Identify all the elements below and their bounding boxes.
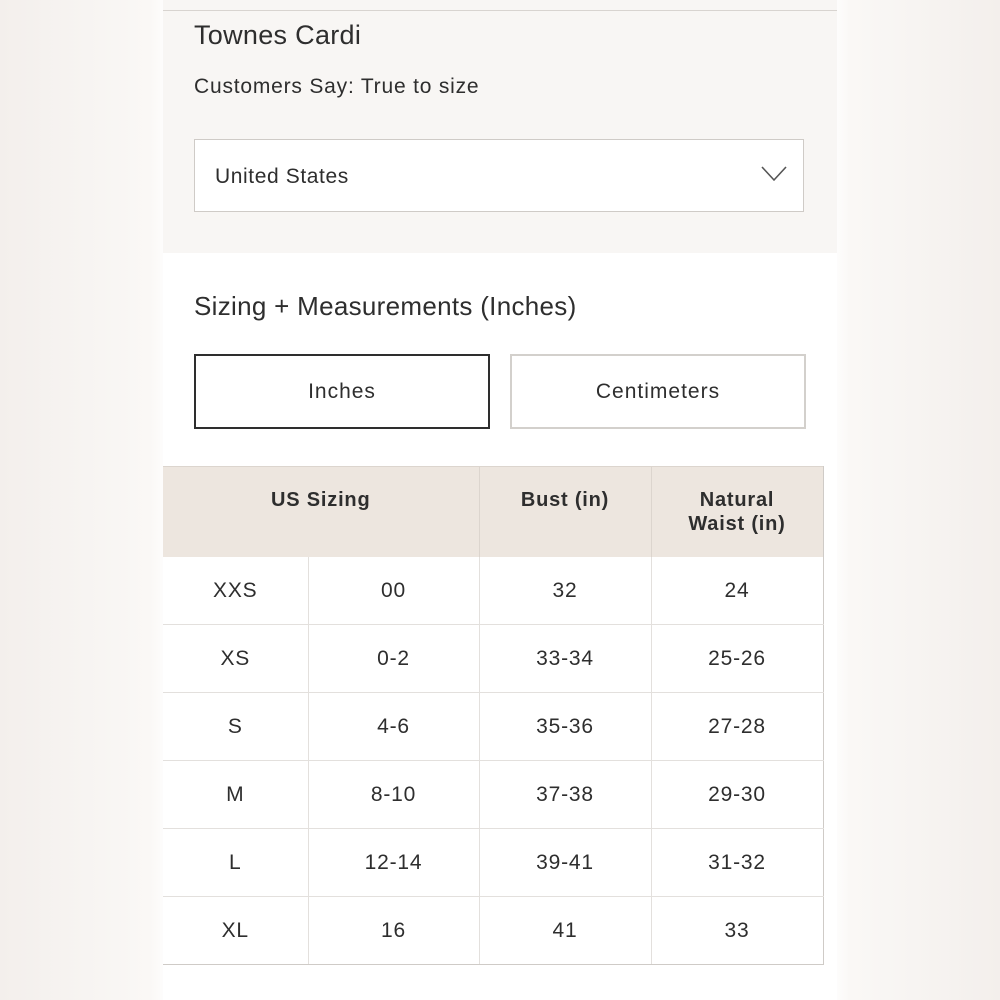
natural-waist-header-text: Natural Waist (in) bbox=[688, 489, 786, 535]
size-number-cell: 0-2 bbox=[308, 625, 479, 693]
centimeters-toggle-button[interactable]: Centimeters bbox=[510, 354, 806, 429]
waist-cell: 25-26 bbox=[651, 625, 823, 693]
size-letter-cell: L bbox=[163, 829, 308, 897]
size-number-cell: 16 bbox=[308, 897, 479, 965]
size-letter-cell: S bbox=[163, 693, 308, 761]
size-number-cell: 00 bbox=[308, 557, 479, 625]
country-select[interactable] bbox=[194, 139, 804, 212]
waist-cell: 31-32 bbox=[651, 829, 823, 897]
table-row bbox=[163, 625, 823, 693]
product-header-section bbox=[163, 0, 837, 253]
size-guide-panel bbox=[163, 0, 837, 1000]
sizing-section bbox=[163, 253, 837, 1000]
bust-cell: 41 bbox=[479, 897, 651, 965]
size-number-cell: 12-14 bbox=[308, 829, 479, 897]
bust-cell: 37-38 bbox=[479, 761, 651, 829]
bust-cell: 35-36 bbox=[479, 693, 651, 761]
column-header-natural-waist bbox=[651, 467, 823, 558]
size-number-cell: 8-10 bbox=[308, 761, 479, 829]
waist-cell: 27-28 bbox=[651, 693, 823, 761]
size-table bbox=[163, 466, 824, 965]
chevron-down-icon bbox=[761, 166, 787, 182]
size-letter-cell: XXS bbox=[163, 557, 308, 625]
size-number-cell: 4-6 bbox=[308, 693, 479, 761]
waist-cell: 33 bbox=[651, 897, 823, 965]
inches-toggle-button[interactable]: Inches bbox=[194, 354, 490, 429]
section-title: Sizing + Measurements (Inches) bbox=[194, 291, 577, 321]
product-name: Townes Cardi bbox=[194, 20, 362, 50]
column-header-us-sizing: US Sizing bbox=[163, 467, 479, 558]
waist-cell: 24 bbox=[651, 557, 823, 625]
table-row bbox=[163, 829, 823, 897]
size-letter-cell: XS bbox=[163, 625, 308, 693]
bust-cell: 32 bbox=[479, 557, 651, 625]
table-row bbox=[163, 693, 823, 761]
table-row bbox=[163, 761, 823, 829]
country-select-value: United States bbox=[215, 165, 349, 188]
bust-cell: 33-34 bbox=[479, 625, 651, 693]
table-header-row bbox=[163, 467, 823, 558]
column-header-bust: Bust (in) bbox=[479, 467, 651, 558]
size-letter-cell: XL bbox=[163, 897, 308, 965]
fit-note: Customers Say: True to size bbox=[194, 75, 480, 98]
divider bbox=[163, 10, 837, 11]
waist-cell: 29-30 bbox=[651, 761, 823, 829]
table-row bbox=[163, 897, 823, 965]
size-letter-cell: M bbox=[163, 761, 308, 829]
bust-cell: 39-41 bbox=[479, 829, 651, 897]
table-row bbox=[163, 557, 823, 625]
